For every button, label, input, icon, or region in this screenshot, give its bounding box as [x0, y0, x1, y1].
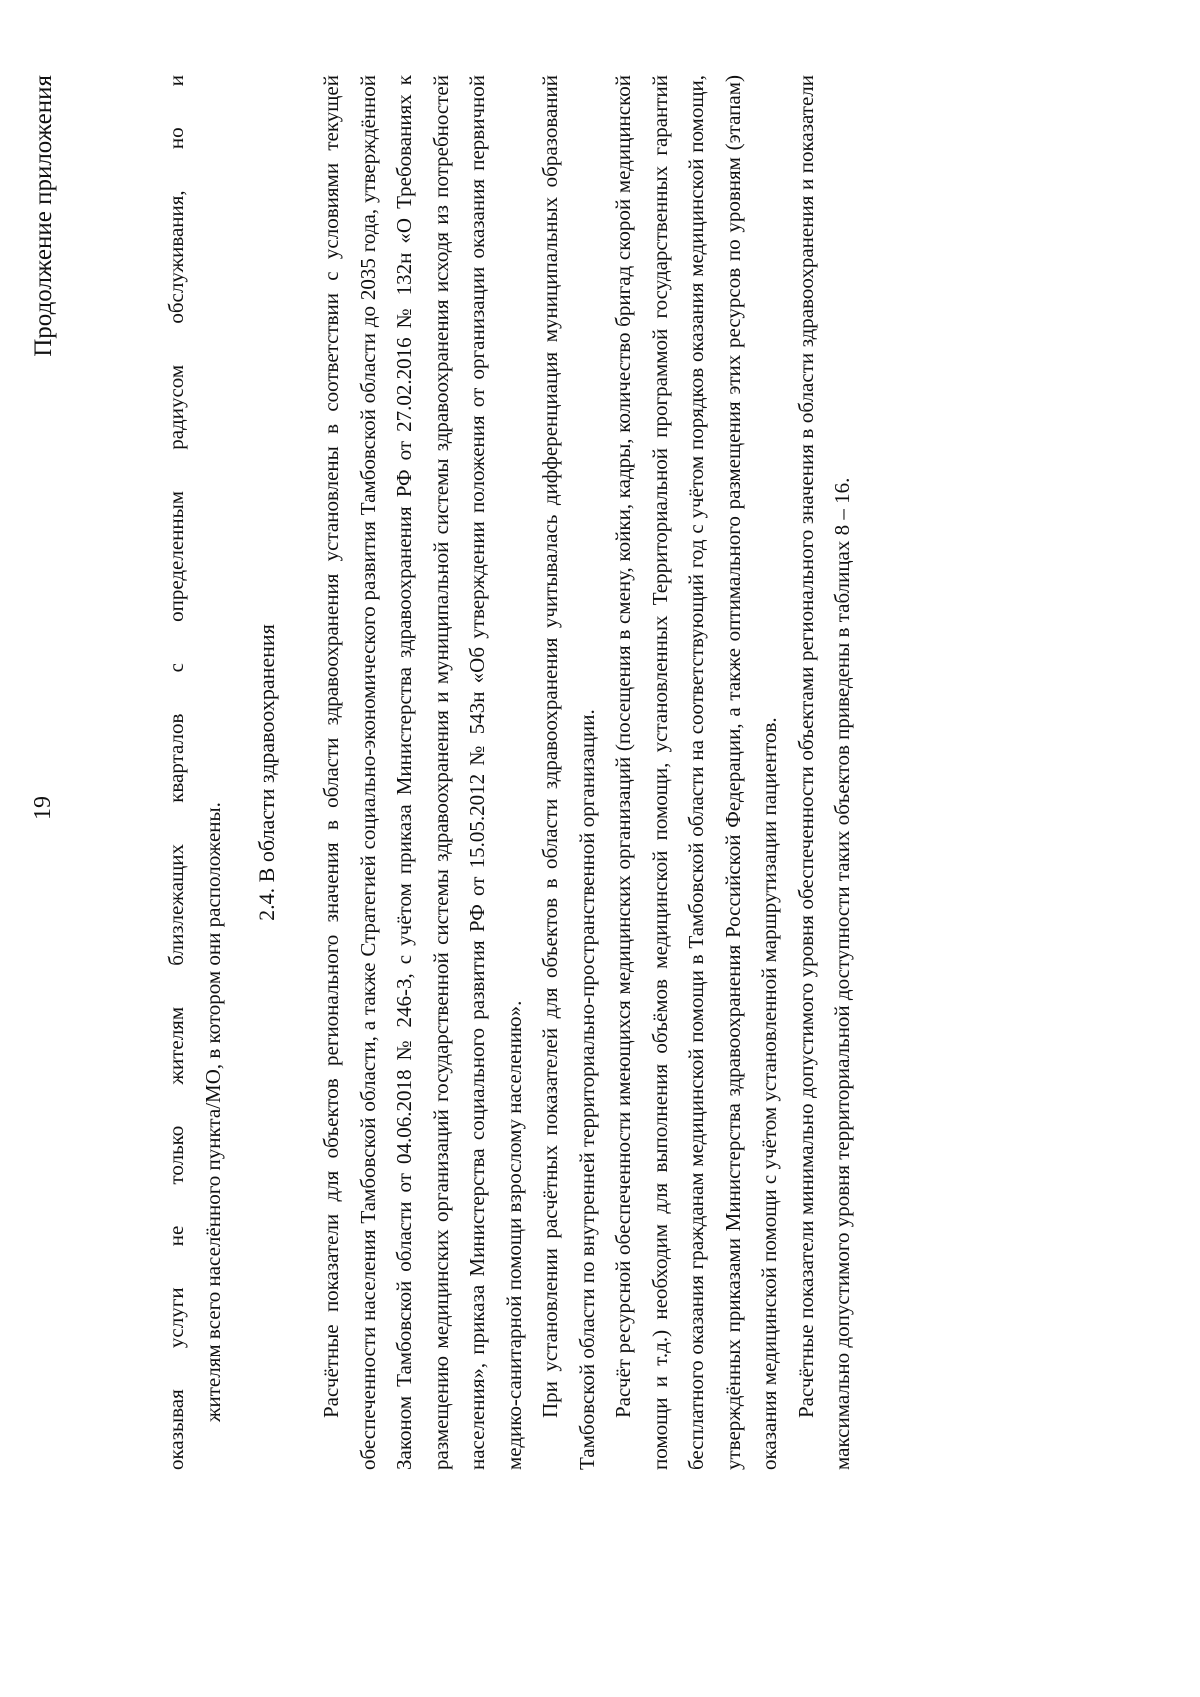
section-heading: 2.4. В области здравоохранения	[254, 624, 279, 921]
continuation-text-end	[195, 75, 232, 1470]
continuation-line-1: оказывая услуги не только жителям близлежащих кварталов с определенным радиусом обслуживания, но и	[164, 75, 188, 1470]
continuation-text	[158, 75, 195, 1470]
page-number: 19	[30, 796, 56, 820]
page-header	[30, 75, 70, 1470]
paragraph-1: Расчётные показатели для объектов регионального значения в области здравоохранения установлены в соответствии с условиями текущей обеспеченности населения Тамбовской области, а также Стратегией социально-экономического развития Тамбовской области до 2035 года, утверждённой Законом Тамбовской области от 04.06.2018 № 246-З, с учётом приказа Министерства здравоохранения РФ от 27.02.2016 № 132н «О Требованиях к размещению медицинских организаций государственной системы здравоохранения и муниципальной системы здравоохранения исходя из потребностей населения», приказа Министерства социального развития РФ от 15.05.2012 № 543н «Об утверждении положения от организации оказания первичной медико-санитарной помощи взрослому населению».	[319, 75, 526, 1470]
paragraph-2: При установлении расчётных показателей для объектов в области здравоохранения учитывалась дифференциация муниципальных образований Тамбовской области по внутренней территориально-пространственной организации.	[538, 75, 599, 1470]
paragraph-4: Расчётные показатели минимально допустимого уровня обеспеченности объектами регионального значения в области здравоохранения и показатели максимально допустимого уровня территориальной доступности таких объектов приведены в таблицах 8 – 16.	[793, 75, 854, 1470]
running-head: Продолжение приложения	[30, 75, 57, 357]
paragraph-3: Расчёт ресурсной обеспеченности имеющихся медицинских организаций (посещения в смену, койки, кадры, количество бригад скорой медицинской помощи и т.д.) необходим для выполнения объёмов медицинской помощи, установленных Территориальной программой государственных гарантий бесплатного оказания гражданам медицинской помощи в Тамбовской области на соответствующий год с учётом порядков оказания медицинской помощи, утверждённых приказами Министерства здравоохранения Российской Федерации, а также оптимального размещения этих ресурсов по уровням (этапам) оказания медицинской помощи с учётом установленной маршрутизации пациентов.	[611, 75, 781, 1470]
document-body	[158, 75, 861, 1470]
continuation-line-2: жителям всего населённого пункта/МО, в котором они расположены.	[200, 802, 225, 1422]
rotated-content	[30, 75, 928, 1470]
